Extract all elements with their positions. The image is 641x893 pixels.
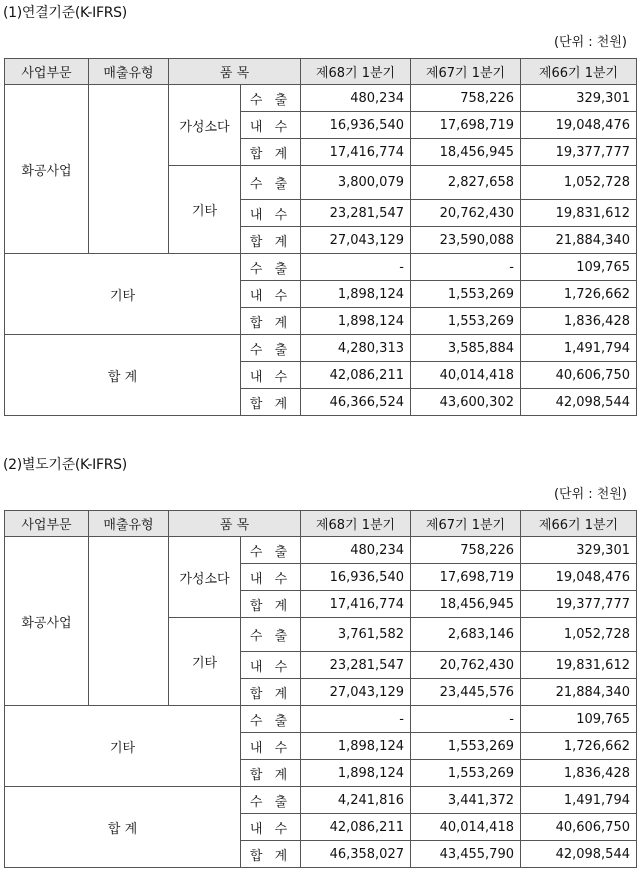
value-cell: 1,553,269 bbox=[411, 760, 521, 787]
product-cell: 가성소다 bbox=[169, 537, 241, 618]
value-cell: 27,043,129 bbox=[301, 227, 411, 254]
value-cell: 1,898,124 bbox=[301, 733, 411, 760]
value-cell: 3,585,884 bbox=[411, 335, 521, 362]
value-cell: 46,366,524 bbox=[301, 389, 411, 416]
value-cell: 46,358,027 bbox=[301, 841, 411, 868]
product-cell: 기타 bbox=[169, 618, 241, 706]
value-cell: 1,726,662 bbox=[521, 281, 637, 308]
value-cell: 19,048,476 bbox=[521, 564, 637, 591]
segment-cell: 화공사업 bbox=[5, 537, 89, 706]
value-cell: - bbox=[411, 706, 521, 733]
sales-subtype-label: 내 수 bbox=[241, 281, 301, 308]
sales-subtype-label: 합 계 bbox=[241, 227, 301, 254]
table-row bbox=[5, 537, 637, 564]
value-cell: 480,234 bbox=[301, 537, 411, 564]
sales-subtype-label: 수 출 bbox=[241, 254, 301, 281]
sales-type-cell bbox=[89, 537, 169, 706]
table-row bbox=[5, 335, 637, 362]
value-cell: 1,052,728 bbox=[521, 166, 637, 200]
value-cell: 23,445,576 bbox=[411, 679, 521, 706]
value-cell: 19,831,612 bbox=[521, 652, 637, 679]
header-period-68: 제68기 1분기 bbox=[301, 511, 411, 537]
sales-subtype-label: 합 계 bbox=[241, 389, 301, 416]
value-cell: - bbox=[301, 706, 411, 733]
value-cell: 1,491,794 bbox=[521, 787, 637, 814]
value-cell: 758,226 bbox=[411, 85, 521, 112]
value-cell: 1,836,428 bbox=[521, 308, 637, 335]
value-cell: 109,765 bbox=[521, 254, 637, 281]
header-sales-type: 매출유형 bbox=[89, 511, 169, 537]
value-cell: 1,898,124 bbox=[301, 281, 411, 308]
sales-subtype-label: 내 수 bbox=[241, 814, 301, 841]
value-cell: 43,600,302 bbox=[411, 389, 521, 416]
unit-label: (단위 : 천원) bbox=[553, 487, 627, 502]
value-cell: 23,281,547 bbox=[301, 652, 411, 679]
sales-subtype-label: 수 출 bbox=[241, 787, 301, 814]
table-row bbox=[5, 706, 637, 733]
value-cell: 42,098,544 bbox=[521, 389, 637, 416]
value-cell: 1,726,662 bbox=[521, 733, 637, 760]
value-cell: - bbox=[411, 254, 521, 281]
sales-table bbox=[4, 510, 637, 868]
sales-type-cell bbox=[89, 85, 169, 254]
segment-cell: 화공사업 bbox=[5, 85, 89, 254]
value-cell: 2,827,658 bbox=[411, 166, 521, 200]
value-cell: 40,606,750 bbox=[521, 814, 637, 841]
product-cell: 가성소다 bbox=[169, 85, 241, 166]
value-cell: 40,606,750 bbox=[521, 362, 637, 389]
value-cell: 17,698,719 bbox=[411, 564, 521, 591]
segment-cell: 기타 bbox=[5, 706, 241, 787]
value-cell: 42,086,211 bbox=[301, 814, 411, 841]
sales-subtype-label: 합 계 bbox=[241, 139, 301, 166]
sales-subtype-label: 내 수 bbox=[241, 112, 301, 139]
value-cell: 1,553,269 bbox=[411, 308, 521, 335]
value-cell: 329,301 bbox=[521, 537, 637, 564]
value-cell: 17,698,719 bbox=[411, 112, 521, 139]
value-cell: 20,762,430 bbox=[411, 200, 521, 227]
header-period-68: 제68기 1분기 bbox=[301, 59, 411, 85]
sales-subtype-label: 내 수 bbox=[241, 652, 301, 679]
value-cell: 329,301 bbox=[521, 85, 637, 112]
header-item: 품 목 bbox=[169, 511, 301, 537]
value-cell: 21,884,340 bbox=[521, 227, 637, 254]
value-cell: 18,456,945 bbox=[411, 591, 521, 618]
value-cell: 758,226 bbox=[411, 537, 521, 564]
value-cell: 40,014,418 bbox=[411, 362, 521, 389]
sales-subtype-label: 합 계 bbox=[241, 679, 301, 706]
sales-subtype-label: 합 계 bbox=[241, 308, 301, 335]
value-cell: 17,416,774 bbox=[301, 139, 411, 166]
header-period-67: 제67기 1분기 bbox=[411, 59, 521, 85]
value-cell: 21,884,340 bbox=[521, 679, 637, 706]
value-cell: 19,048,476 bbox=[521, 112, 637, 139]
header-period-66: 제66기 1분기 bbox=[521, 511, 637, 537]
sales-subtype-label: 수 출 bbox=[241, 85, 301, 112]
value-cell: 109,765 bbox=[521, 706, 637, 733]
unit-label: (단위 : 천원) bbox=[553, 35, 627, 50]
sales-subtype-label: 수 출 bbox=[241, 537, 301, 564]
value-cell: 1,491,794 bbox=[521, 335, 637, 362]
header-segment: 사업부문 bbox=[5, 511, 89, 537]
section-title: (1)연결기준(K-IFRS) bbox=[3, 5, 127, 21]
value-cell: 1,553,269 bbox=[411, 281, 521, 308]
value-cell: 19,831,612 bbox=[521, 200, 637, 227]
value-cell: 19,377,777 bbox=[521, 139, 637, 166]
table-header-row bbox=[5, 511, 637, 537]
table-row bbox=[5, 85, 637, 112]
value-cell: 17,416,774 bbox=[301, 591, 411, 618]
value-cell: 1,836,428 bbox=[521, 760, 637, 787]
value-cell: 18,456,945 bbox=[411, 139, 521, 166]
value-cell: 27,043,129 bbox=[301, 679, 411, 706]
sales-table bbox=[4, 58, 637, 416]
segment-cell: 합 계 bbox=[5, 335, 241, 416]
value-cell: 3,441,372 bbox=[411, 787, 521, 814]
value-cell: 20,762,430 bbox=[411, 652, 521, 679]
header-period-67: 제67기 1분기 bbox=[411, 511, 521, 537]
value-cell: 40,014,418 bbox=[411, 814, 521, 841]
value-cell: 1,898,124 bbox=[301, 308, 411, 335]
header-item: 품 목 bbox=[169, 59, 301, 85]
value-cell: 43,455,790 bbox=[411, 841, 521, 868]
value-cell: 23,590,088 bbox=[411, 227, 521, 254]
value-cell: 3,761,582 bbox=[301, 618, 411, 652]
table-row bbox=[5, 254, 637, 281]
sales-subtype-label: 합 계 bbox=[241, 841, 301, 868]
sales-subtype-label: 내 수 bbox=[241, 200, 301, 227]
header-period-66: 제66기 1분기 bbox=[521, 59, 637, 85]
sales-subtype-label: 합 계 bbox=[241, 591, 301, 618]
segment-cell: 합 계 bbox=[5, 787, 241, 868]
value-cell: 1,898,124 bbox=[301, 760, 411, 787]
value-cell: 19,377,777 bbox=[521, 591, 637, 618]
sales-subtype-label: 내 수 bbox=[241, 362, 301, 389]
value-cell: 3,800,079 bbox=[301, 166, 411, 200]
sales-subtype-label: 내 수 bbox=[241, 733, 301, 760]
section-title: (2)별도기준(K-IFRS) bbox=[3, 457, 127, 473]
value-cell: - bbox=[301, 254, 411, 281]
sales-subtype-label: 내 수 bbox=[241, 564, 301, 591]
table-row bbox=[5, 787, 637, 814]
value-cell: 4,241,816 bbox=[301, 787, 411, 814]
sales-subtype-label: 수 출 bbox=[241, 618, 301, 652]
header-sales-type: 매출유형 bbox=[89, 59, 169, 85]
header-segment: 사업부문 bbox=[5, 59, 89, 85]
value-cell: 42,086,211 bbox=[301, 362, 411, 389]
sales-subtype-label: 합 계 bbox=[241, 760, 301, 787]
value-cell: 2,683,146 bbox=[411, 618, 521, 652]
sales-subtype-label: 수 출 bbox=[241, 706, 301, 733]
product-cell: 기타 bbox=[169, 166, 241, 254]
value-cell: 480,234 bbox=[301, 85, 411, 112]
table-header-row bbox=[5, 59, 637, 85]
value-cell: 4,280,313 bbox=[301, 335, 411, 362]
value-cell: 16,936,540 bbox=[301, 112, 411, 139]
value-cell: 1,553,269 bbox=[411, 733, 521, 760]
value-cell: 1,052,728 bbox=[521, 618, 637, 652]
sales-subtype-label: 수 출 bbox=[241, 335, 301, 362]
value-cell: 23,281,547 bbox=[301, 200, 411, 227]
sales-subtype-label: 수 출 bbox=[241, 166, 301, 200]
value-cell: 16,936,540 bbox=[301, 564, 411, 591]
segment-cell: 기타 bbox=[5, 254, 241, 335]
value-cell: 42,098,544 bbox=[521, 841, 637, 868]
